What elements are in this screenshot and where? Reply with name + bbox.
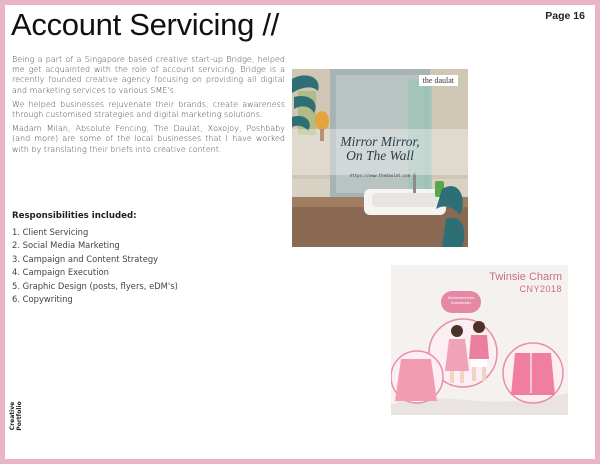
description-text: [12, 55, 285, 159]
responsibilities-list: [12, 226, 178, 306]
list-item: 6. Copywriting: [12, 294, 73, 305]
page-title: Account Servicing //: [11, 7, 279, 42]
mirror-campaign-image: [292, 69, 468, 247]
hashtag-badge: #twinsiecharm #poshbaby: [441, 291, 481, 313]
campaign-url: https://www.thedaulat.com: [349, 173, 411, 178]
responsibilities-heading: Responsibilities included:: [12, 211, 137, 221]
list-item: 2. Social Media Marketing: [12, 240, 120, 251]
list-item: 5. Graphic Design (posts, flyers, eDM's): [12, 280, 178, 291]
paragraph: Being a part of a Singapore based creative start-up Bridge, helped me get acquainted with the role of account servicing. Bridge is a recently founded creative agency focusing on providing all digital and marketing services to various SME's.: [12, 55, 285, 95]
list-item: 4. Campaign Execution: [12, 267, 109, 278]
headline-line: On The Wall: [346, 148, 414, 163]
charm-subtitle: CNY2018: [519, 284, 562, 294]
paragraph: We helped businesses rejuvenate their brands, create awareness through customised strategies and digital marketing solutions.: [12, 99, 285, 120]
list-item: 3. Campaign and Content Strategy: [12, 253, 159, 264]
headline-line: Mirror Mirror,: [340, 134, 420, 149]
brand-logo: the daulat: [419, 75, 458, 86]
page-number: Page 16: [545, 10, 585, 22]
paragraph: Madam Milan, Absolute Fencing, The Daulat, Xoxojoy, Poshbaby (and more) are some of the local businesses that I have worked with by translating their briefs into creative content.: [12, 124, 285, 154]
list-item: 1. Client Servicing: [12, 227, 89, 237]
side-label: Creative Portfolio: [9, 401, 23, 431]
charm-title: Twinsie Charm: [489, 271, 562, 283]
mirror-headline: [292, 135, 468, 163]
twinsie-charm-image: [391, 265, 568, 415]
